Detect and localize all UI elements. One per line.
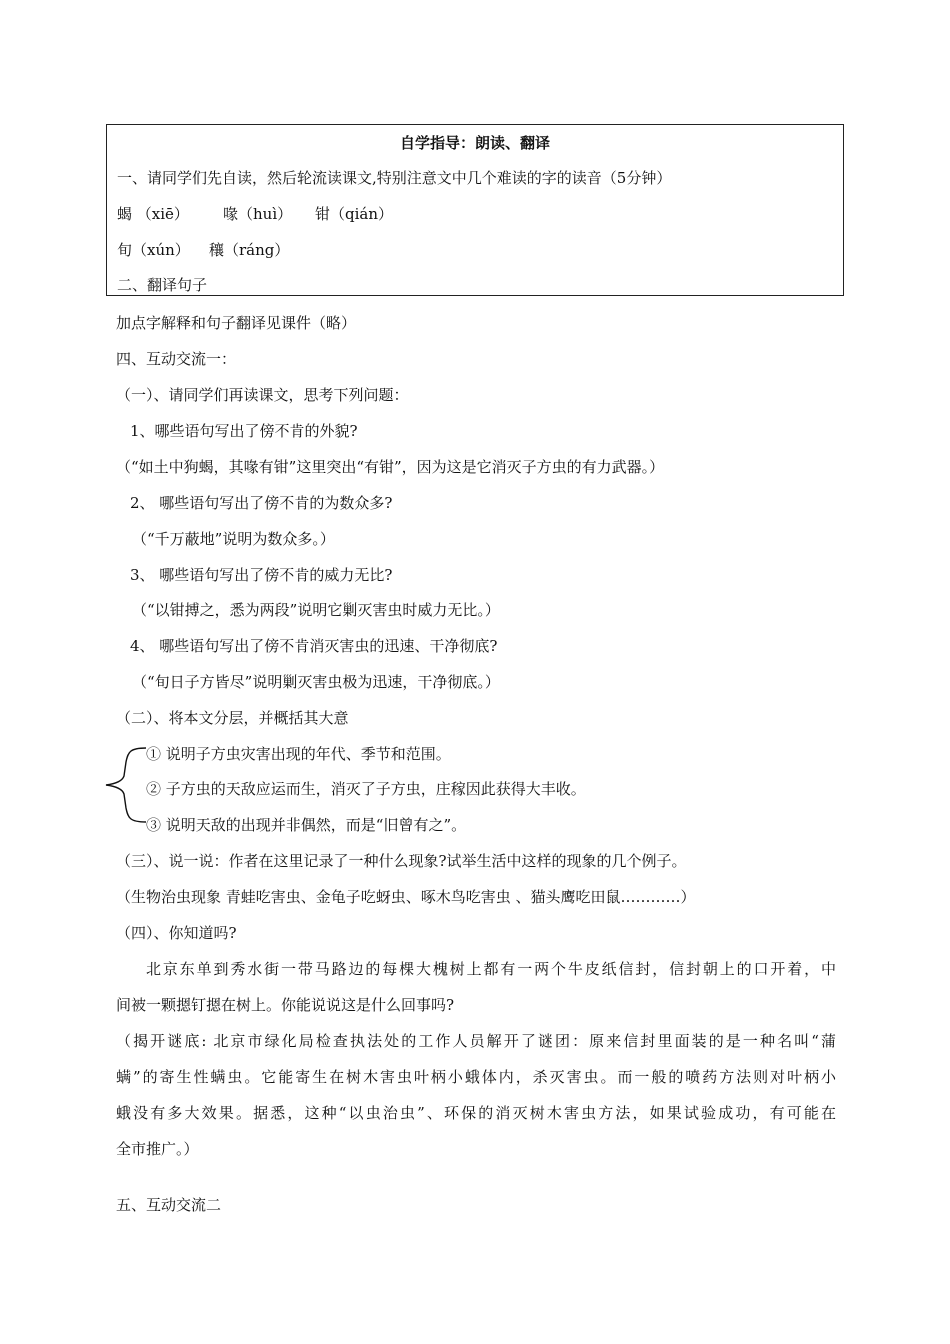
pronunciation-word: 钳（qián） — [315, 205, 394, 223]
question: 1、哪些语句写出了傍不肯的外貌? — [130, 422, 358, 440]
paragraph: 间被一颗摁钉摁在树上。你能说说这是什么回事吗? — [116, 996, 455, 1014]
paragraph: 蛾没有多大效果。据悉，这种“以虫治虫”、环保的消灭树木害虫方法，如果试验成功，有可能在 — [116, 1104, 836, 1122]
answer: （“如土中狗蝎，其喙有钳”这里突出“有钳”，因为这是它消灭子方虫的有力武器。） — [116, 458, 665, 476]
paragraph: 北京东单到秀水街一带马路边的每棵大槐树上都有一两个牛皮纸信封，信封朝上的口开着，中 — [146, 960, 836, 978]
box-intro: 一、请同学们先自读，然后轮流读课文,特别注意文中几个难读的字的读音（5分钟） — [117, 169, 672, 187]
self-study-box — [106, 124, 844, 296]
paragraph: （揭开谜底: 北京市绿化局检查执法处的工作人员解开了谜团：原来信封里面装的是一种名叫“蒲 — [116, 1032, 836, 1050]
answer: （“旬日子方皆尽”说明剿灭害虫极为迅速，干净彻底。） — [132, 673, 500, 691]
pronunciation-word: 穰（ráng） — [209, 241, 290, 259]
pronunciation-word: 蝎 （xiē） — [117, 205, 189, 223]
sub-heading: （一）、请同学们再读课文，思考下列问题： — [116, 386, 409, 404]
section-heading: 五、互动交流二 — [116, 1196, 222, 1214]
answer: （“以钳搏之，悉为两段”说明它剿灭害虫时威力无比。） — [132, 601, 500, 619]
list-item: ② 子方虫的天敌应运而生，消灭了子方虫，庄稼因此获得大丰收。 — [146, 780, 586, 798]
question: 2、 哪些语句写出了傍不肯的为数众多? — [130, 494, 393, 512]
curly-brace-icon — [104, 740, 148, 830]
paragraph: 加点字解释和句子翻译见课件（略） — [116, 314, 357, 332]
section-heading: 四、互动交流一： — [116, 350, 237, 368]
list-item: ③ 说明天敌的出现并非偶然，而是“旧曾有之”。 — [146, 816, 467, 834]
box-title: 自学指导：朗读、翻译 — [399, 134, 550, 152]
answer: （“千万蔽地”说明为数众多。） — [132, 530, 335, 548]
box-section-two: 二、翻译句子 — [117, 276, 208, 294]
question: 4、 哪些语句写出了傍不肯消灭害虫的迅速、干净彻底? — [130, 637, 498, 655]
question: 3、 哪些语句写出了傍不肯的威力无比? — [130, 566, 393, 584]
paragraph: 全市推广。） — [116, 1140, 199, 1158]
answer: （生物治虫现象 青蛙吃害虫、金龟子吃蚜虫、啄木鸟吃害虫 、猫头鹰吃田鼠…………） — [116, 888, 696, 906]
paragraph: 螨”的寄生性螨虫。它能寄生在树木害虫叶柄小蛾体内，杀灭害虫。而一般的喷药方法则对叶柄小 — [116, 1068, 836, 1086]
pronunciation-word: 旬（xún） — [117, 241, 190, 259]
list-item: ① 说明子方虫灾害出现的年代、季节和范围。 — [146, 745, 451, 763]
pronunciation-word: 喙（huì） — [223, 205, 293, 223]
sub-heading: （四）、你知道吗? — [116, 924, 237, 942]
sub-heading: （三）、说一说：作者在这里记录了一种什么现象?试举生活中这样的现象的几个例子。 — [116, 852, 687, 870]
sub-heading: （二）、将本文分层，并概括其大意 — [116, 709, 349, 727]
